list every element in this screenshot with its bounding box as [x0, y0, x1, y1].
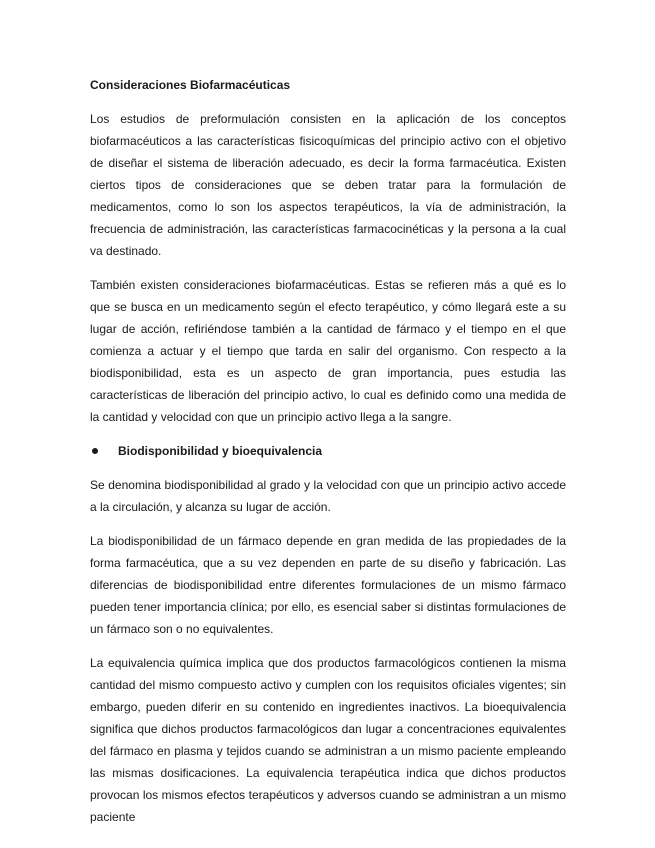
paragraph-bioavailability-definition: Se denomina biodisponibilidad al grado y la velocidad con que un principio activo accede a la circulación, y alcanza su lugar de acción.: [90, 478, 566, 514]
document-page: [90, 70, 566, 840]
section-heading-label: Biodisponibilidad y bioequivalencia: [118, 444, 323, 458]
section-heading-bioavailability: [90, 440, 566, 462]
paragraph-preformulation: Los estudios de preformulación consisten en la aplicación de los conceptos biofarmacéuticos a las características fisicoquímicas del principio activo con el objetivo de diseñar el sistema de liberación adecuado, es decir la forma farmacéutica. Existen ciertos tipos de consideraciones que se deben tratar para la formulación de medicamentos, como lo son los aspectos terapéuticos, la vía de administración, la frecuencia de administración, las características farmacocinéticas y la persona a la cual va destinado.: [90, 112, 566, 258]
document-title: Consideraciones Biofarmacéuticas: [90, 78, 291, 92]
bullet-icon: [92, 448, 98, 454]
paragraph-equivalence: La equivalencia química implica que dos productos farmacológicos contienen la misma cantidad del mismo compuesto activo y cumplen con los requisitos oficiales vigentes; sin embargo, pueden diferir en su contenido en ingredientes inactivos. La bioequivalencia significa que dichos productos farmacológicos dan lugar a concentraciones equivalentes del fármaco en plasma y tejidos cuando se administran a un mismo paciente empleando las mismas dosificaciones. La equivalencia terapéutica indica que dichos productos provocan los mismos efectos terapéuticos y adversos cuando se administran a un mismo paciente: [90, 656, 566, 824]
paragraph-biopharmaceutical-considerations: También existen consideraciones biofarmacéuticas. Estas se refieren más a qué es lo que se busca en un medicamento según el efecto terapéutico, y cómo llegará este a su lugar de acción, refiriéndose también a la cantidad de fármaco y el tiempo en el que comienza a actuar y el tiempo que tarda en salir del organismo. Con respecto a la biodisponibilidad, esta es un aspecto de gran importancia, pues estudia las características de liberación del principio activo, lo cual es definido como una medida de la cantidad y velocidad con que un principio activo llega a la sangre.: [90, 278, 566, 424]
paragraph-bioavailability-formulation: La biodisponibilidad de un fármaco depende en gran medida de las propiedades de la forma farmacéutica, que a su vez dependen en parte de su diseño y fabricación. Las diferencias de biodisponibilidad entre diferentes formulaciones de un mismo fármaco pueden tener importancia clínica; por ello, es esencial saber si distintas formulaciones de un fármaco son o no equivalentes.: [90, 534, 566, 636]
